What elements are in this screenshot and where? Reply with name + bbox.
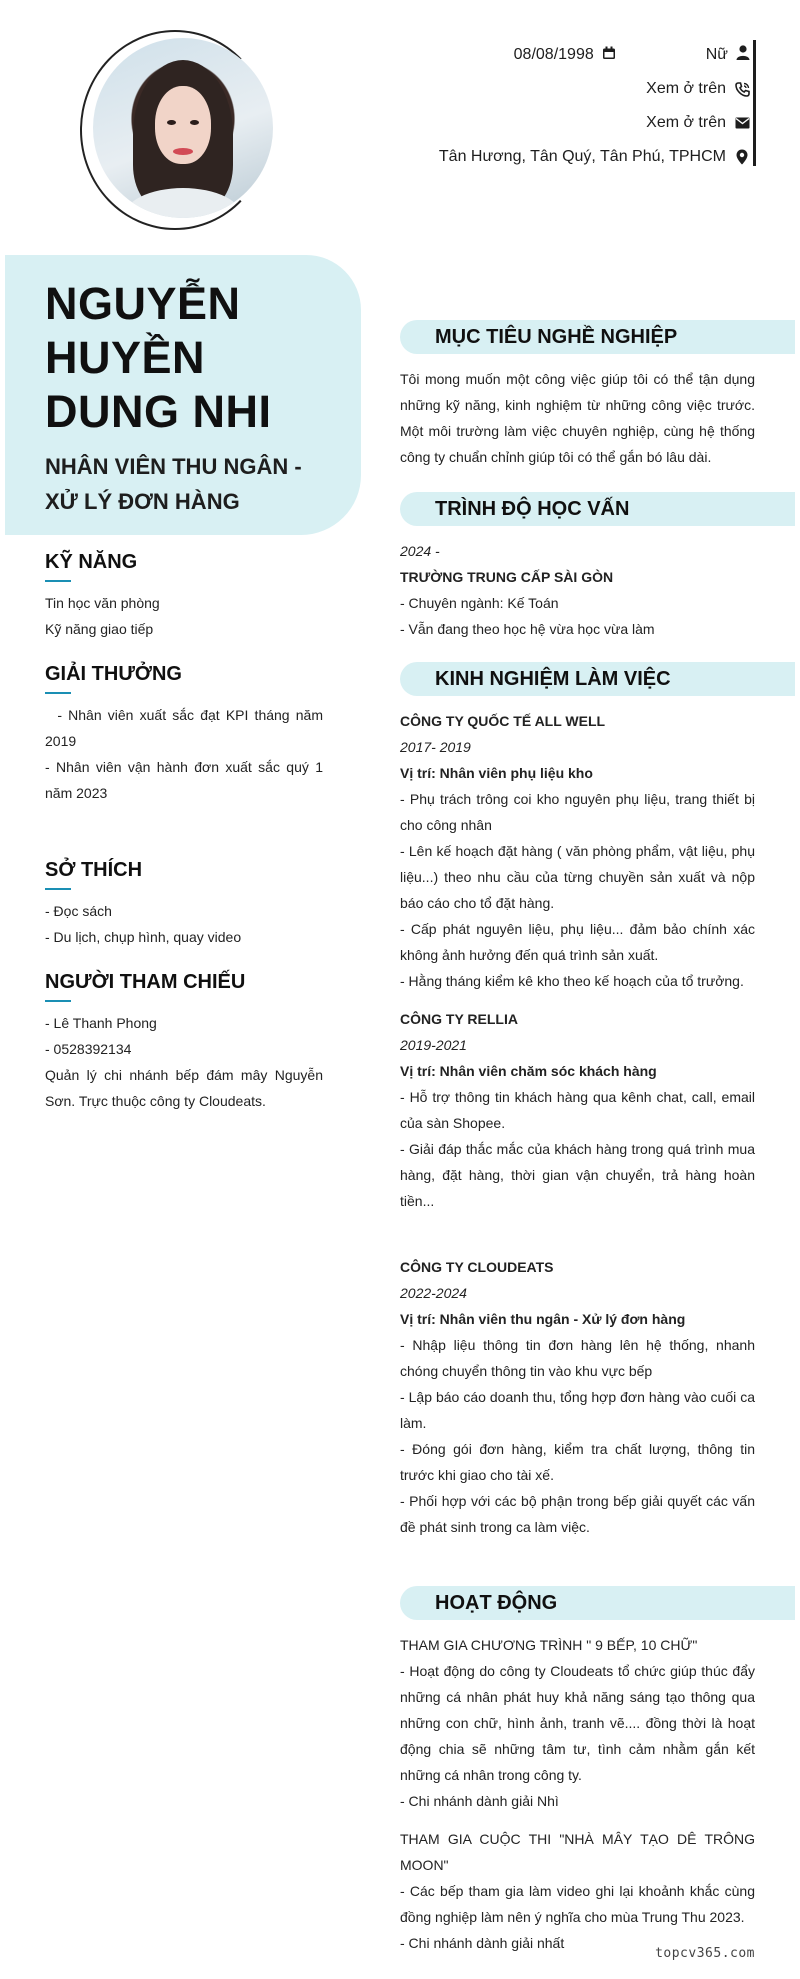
awards-section	[45, 660, 327, 806]
reference-item: Quản lý chi nhánh bếp đám mây Nguyễn Sơn. Trực thuộc công ty Cloudeats.	[45, 1067, 323, 1109]
experience-title: KINH NGHIỆM LÀM VIỆC	[435, 668, 671, 690]
references-title: NGƯỜI THAM CHIẾU	[45, 971, 246, 993]
job-entry	[400, 1006, 755, 1214]
education-line: - Vẫn đang theo học hệ vừa học vừa làm	[400, 621, 655, 637]
job-line: - Cấp phát nguyên liệu, phụ liệu... đảm bảo chính xác không ảnh hưởng đến quá trình sản xuất.	[400, 921, 755, 963]
activity-line: - Chi nhánh dành giải nhất	[400, 1935, 565, 1951]
location-icon	[734, 149, 750, 165]
activities-title: HOẠT ĐỘNG	[435, 1592, 558, 1614]
job-line: - Phụ trách trông coi kho nguyên phụ liệu, trang thiết bị cho công nhân	[400, 791, 755, 833]
job-line: - Phối hợp với các bộ phận trong bếp giải quyết các vấn đề phát sinh trong ca làm việc.	[400, 1493, 755, 1535]
skill-item: Kỹ năng giao tiếp	[45, 621, 154, 637]
job-period: 2019-2021	[400, 1037, 467, 1053]
awards-underline	[45, 692, 71, 694]
award-item: - Nhân viên xuất sắc đạt KPI tháng năm 2019	[45, 707, 327, 749]
hobbies-underline	[45, 888, 71, 890]
avatar-eye-left	[167, 120, 176, 125]
education-body	[400, 538, 755, 642]
footer-brand: topcv365.com	[655, 1946, 755, 1961]
job-company: CÔNG TY CLOUDEATS	[400, 1259, 554, 1275]
left-column	[45, 548, 327, 1114]
job-period: 2022-2024	[400, 1285, 467, 1301]
contact-row-address	[410, 140, 750, 174]
activity-entry	[400, 1826, 755, 1956]
activity-line: - Hoạt động do công ty Cloudeats tổ chức giúp thúc đẩy những cá nhân phát huy khả năng sáng tạo thông qua những con chữ, hình ảnh, tranh vẽ.... đồng thời là hoạt động chia sẽ những tâm tư, tình cảm nhằm gắn kết những cá nhân trong công ty.	[400, 1663, 755, 1783]
job-line: - Giải đáp thắc mắc của khách hàng trong quá trình mua hàng, đặt hàng, thời gian vận chuyển, trả hàng hoàn tiền...	[400, 1141, 755, 1209]
education-period: 2024 -	[400, 543, 440, 559]
experience-header	[400, 662, 755, 696]
job-period: 2017- 2019	[400, 739, 471, 755]
skill-item: Tin học văn phòng	[45, 595, 160, 611]
job-position: Vị trí: Nhân viên phụ liệu kho	[400, 765, 593, 781]
activity-heading: THAM GIA CHƯƠNG TRÌNH " 9 BẾP, 10 CHỮ"	[400, 1637, 698, 1653]
contact-row-email	[410, 106, 750, 140]
references-underline	[45, 1000, 71, 1002]
avatar-lips	[173, 148, 193, 155]
hobby-item: - Đọc sách	[45, 903, 112, 919]
award-item: - Nhân viên vận hành đơn xuất sắc quý 1 năm 2023	[45, 759, 323, 801]
full-name: NGUYỄN HUYỀN DUNG NHI	[45, 278, 272, 437]
contact-row-dob-gender	[410, 38, 750, 72]
job-position: Vị trí: Nhân viên thu ngân - Xử lý đơn hàng	[400, 1311, 686, 1327]
reference-item: - 0528392134	[45, 1041, 132, 1057]
education-header	[400, 492, 755, 526]
contact-dob	[514, 46, 616, 65]
job-line: - Lên kế hoạch đặt hàng ( văn phòng phẩm, vật liệu, phụ liệu...) theo nhu cầu của từng chuyền sản xuất và nộp báo cáo cho tổ đặt hàng.	[400, 843, 755, 911]
activity-line: - Các bếp tham gia làm video ghi lại khoảnh khắc cùng đồng nghiệp làm nên ý nghĩa cho mùa Trung Thu 2023.	[400, 1883, 755, 1925]
education-title: TRÌNH ĐỘ HỌC VẤN	[435, 498, 630, 520]
job-entry	[400, 708, 755, 994]
phone-text: Xem ở trên	[646, 80, 726, 97]
phone-icon	[734, 81, 750, 97]
hobbies-title: SỞ THÍCH	[45, 859, 143, 881]
skills-title: KỸ NĂNG	[45, 551, 138, 573]
activity-heading: THAM GIA CUỘC THI "NHÀ MÂY TẠO DÊ TRÔNG MOON"	[400, 1831, 755, 1873]
contact-row-phone	[410, 72, 750, 106]
contact-divider	[753, 40, 756, 166]
avatar	[93, 38, 273, 218]
activity-line: - Chi nhánh dành giải Nhì	[400, 1793, 559, 1809]
contact-block	[410, 38, 750, 174]
job-line: - Hỗ trợ thông tin khách hàng qua kênh chat, call, email của sàn Shopee.	[400, 1089, 755, 1131]
reference-item: - Lê Thanh Phong	[45, 1015, 157, 1031]
avatar-eye-right	[190, 120, 199, 125]
hobbies-section	[45, 856, 323, 950]
contact-gender	[706, 45, 750, 65]
right-column	[400, 320, 755, 1956]
skills-underline	[45, 580, 71, 582]
activities-header	[400, 1586, 755, 1620]
job-line: - Nhập liệu thông tin đơn hàng lên hệ thống, nhanh chóng chuyển thông tin vào khu vực bếp	[400, 1337, 755, 1379]
job-line: - Đóng gói đơn hàng, kiểm tra chất lượng, thông tin trước khi giao cho tài xế.	[400, 1441, 755, 1483]
awards-title: GIẢI THƯỞNG	[45, 663, 182, 685]
mail-icon	[734, 115, 750, 131]
job-entry	[400, 1254, 755, 1540]
objective-title: MỤC TIÊU NGHỀ NGHIỆP	[435, 326, 678, 348]
job-line: - Lập báo cáo doanh thu, tổng hợp đơn hàng vào cuối ca làm.	[400, 1389, 755, 1431]
job-title: NHÂN VIÊN THU NGÂN - XỬ LÝ ĐƠN HÀNG	[45, 454, 302, 514]
email-text: Xem ở trên	[646, 114, 726, 131]
hobby-item: - Du lịch, chụp hình, quay video	[45, 929, 242, 945]
job-position: Vị trí: Nhân viên chăm sóc khách hàng	[400, 1063, 657, 1079]
education-line: - Chuyên ngành: Kế Toán	[400, 595, 559, 611]
gender-text: Nữ	[705, 46, 728, 63]
activity-entry	[400, 1632, 755, 1814]
job-company: CÔNG TY RELLIA	[400, 1011, 518, 1027]
objective-header	[400, 320, 755, 354]
job-line: - Hằng tháng kiểm kê kho theo kế hoạch của tổ trưởng.	[400, 973, 744, 989]
dob-text: 08/08/1998	[513, 46, 594, 63]
objective-text: Tôi mong muốn một công việc giúp tôi có thể tận dụng những kỹ năng, kinh nghiệm từ những công việc trước. Một môi trường làm việc chuyên nghiệp, cùng hệ thống công ty chuẩn chỉnh giúp tôi có thể gắn bó lâu dài.	[400, 371, 755, 465]
address-text: Tân Hương, Tân Quý, Tân Phú, TPHCM	[438, 148, 726, 165]
skills-section	[45, 548, 323, 642]
job-company: CÔNG TY QUỐC TẾ ALL WELL	[400, 713, 606, 729]
calendar-icon	[602, 46, 616, 65]
objective-body	[400, 366, 755, 470]
references-section	[45, 968, 323, 1114]
education-school: TRƯỜNG TRUNG CẤP SÀI GÒN	[400, 569, 614, 585]
name-panel	[5, 255, 361, 535]
user-icon	[736, 45, 750, 65]
